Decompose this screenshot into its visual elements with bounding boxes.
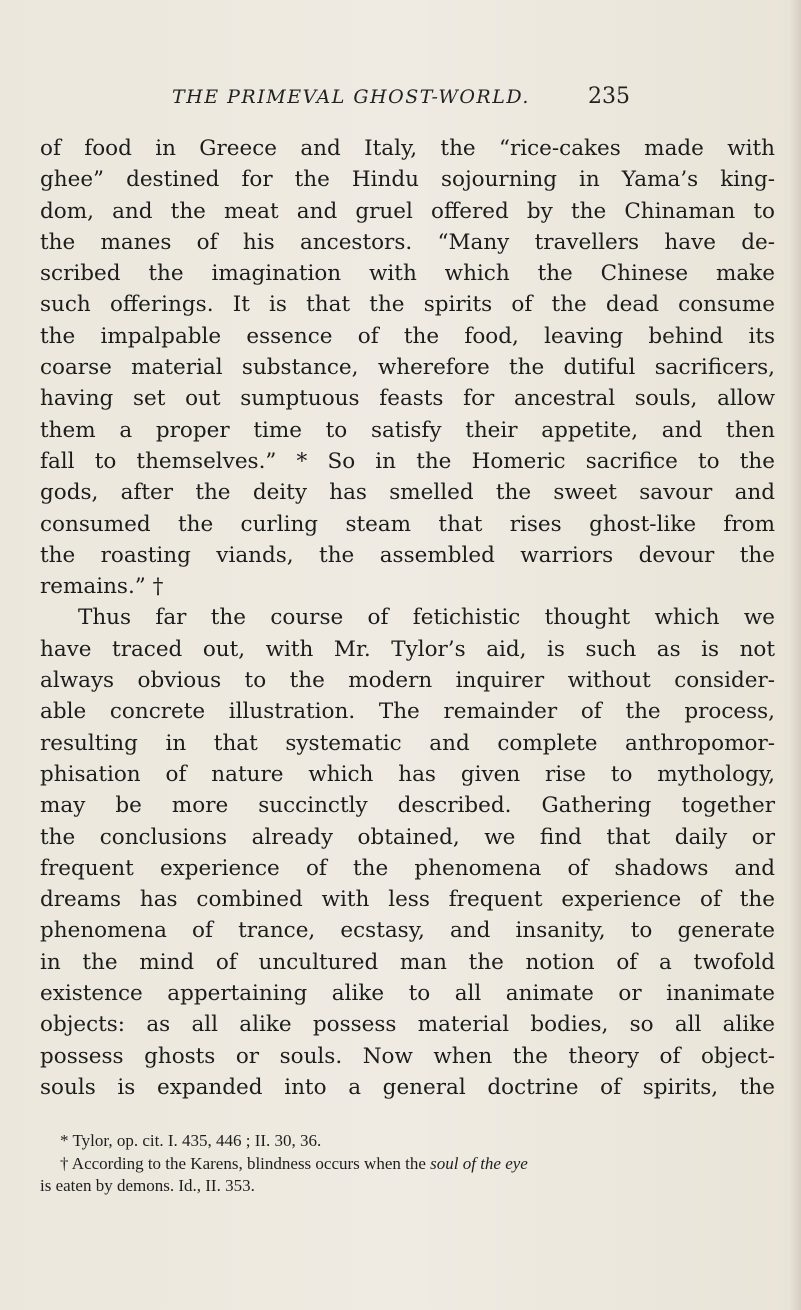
text-line: coarse material substance, wherefore the dutiful sacrificers, [40, 355, 775, 381]
text-line: in the mind of uncultured man the notion of a twofold [40, 949, 775, 975]
text-line: the conclusions already obtained, we find that daily or [40, 824, 775, 850]
text-line: scribed the imagination with which the Chinese make [40, 261, 775, 287]
text-line: phisation of nature which has given rise to mythology, [40, 761, 775, 787]
text-line: phenomena of trance, ecstasy, and insanity, to generate [40, 918, 775, 944]
text-line: objects: as all alike possess material bodies, so all alike [40, 1012, 775, 1038]
text-line: of food in Greece and Italy, the “rice-cakes made with [40, 136, 775, 161]
text-line: the manes of his ancestors. “Many travellers have de- [40, 229, 775, 255]
text-line: them a proper time to satisfy their appetite, and then [40, 417, 775, 443]
text-line: the impalpable essence of the food, leaving behind its [40, 323, 775, 349]
text-line: fall to themselves.” * So in the Homeric sacrifice to the [40, 448, 775, 474]
page-edge-shadow [789, 0, 801, 1310]
text-line: frequent experience of the phenomena of shadows and [40, 855, 775, 881]
text-line: able concrete illustration. The remainder of the process, [40, 699, 775, 725]
text-line: consumed the curling steam that rises ghost-like from [40, 511, 775, 537]
text-line: having set out sumptuous feasts for ancestral souls, allow [40, 386, 775, 412]
text-line: ghee” destined for the Hindu sojourning in Yama’s king- [40, 167, 775, 193]
text-line: possess ghosts or souls. Now when the theory of object- [40, 1043, 775, 1069]
text-line: gods, after the deity has smelled the sweet savour and [40, 480, 775, 506]
footnote-1: * Tylor, op. cit. I. 435, 446 ; II. 30, 36. [60, 1131, 322, 1150]
footnotes [40, 1130, 775, 1198]
text-line: dreams has combined with less frequent experience of the [40, 887, 775, 913]
page-number: 235 [588, 84, 630, 109]
footnote-2-continued: is eaten by demons. Id., II. 353. [40, 1176, 255, 1195]
text-line: existence appertaining alike to all animate or inanimate [40, 981, 775, 1007]
text-line: remains.” † [40, 574, 164, 600]
running-title: THE PRIMEVAL GHOST-WORLD. [172, 86, 530, 108]
text-line: Thus far the course of fetichistic thought which we [78, 605, 775, 631]
footnote-2 [40, 1153, 775, 1176]
footnote-2-text: † According to the Karens, blindness occurs when the [60, 1153, 431, 1173]
footnote-2-italic: soul of the eye [430, 1153, 528, 1173]
text-line: souls is expanded into a general doctrine of spirits, the [40, 1074, 775, 1100]
text-line: dom, and the meat and gruel offered by the Chinaman to [40, 198, 775, 224]
text-line: resulting in that systematic and complete anthropomor- [40, 730, 775, 756]
text-line: the roasting viands, the assembled warriors devour the [40, 542, 775, 568]
body-text [40, 133, 775, 1103]
text-line: always obvious to the modern inquirer without consider- [40, 668, 775, 694]
text-line: may be more succinctly described. Gathering together [40, 793, 775, 819]
text-line: such offerings. It is that the spirits of the dead consume [40, 292, 775, 318]
text-line: have traced out, with Mr. Tylor’s aid, is such as is not [40, 636, 775, 662]
